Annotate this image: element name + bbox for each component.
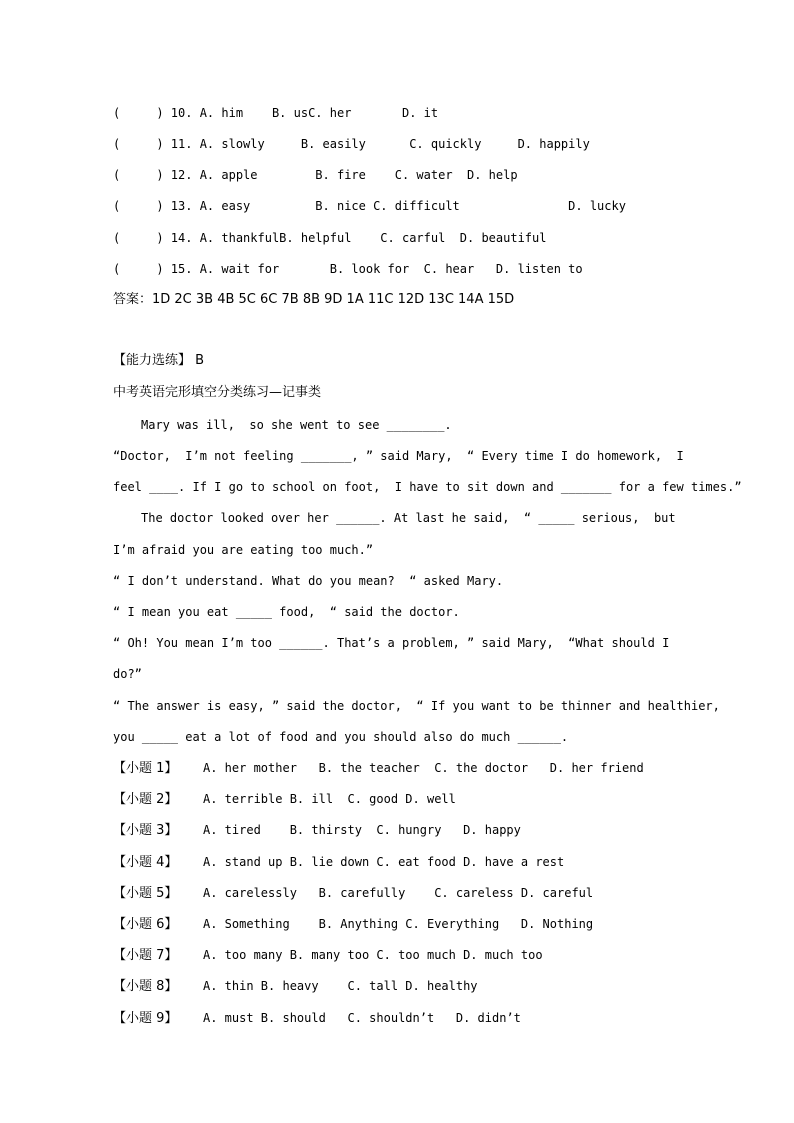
sub-question-options: A. tired B. thirsty C. hungry D. happy: [203, 823, 521, 837]
question-11: ( ) 11. A. slowly B. easily C. quickly D. happily: [113, 137, 590, 151]
sub-question-1: [113, 760, 644, 777]
sub-question-label: 【小题 3】: [113, 823, 178, 838]
passage-line: feel ____. If I go to school on foot, I have to sit down and _______ for a few times.”: [113, 480, 742, 494]
question-15: ( ) 15. A. wait for B. look for C. hear D. listen to: [113, 262, 583, 276]
passage-line: Mary was ill, so she went to see ________.: [141, 418, 452, 432]
sub-question-options: A. too many B. many too C. too much D. much too: [203, 948, 543, 962]
sub-question-label: 【小题 4】: [113, 855, 178, 870]
sub-question-label: 【小题 8】: [113, 979, 178, 994]
sub-question-5: [113, 885, 593, 902]
sub-question-label: 【小题 6】: [113, 917, 178, 932]
question-14: ( ) 14. A. thankfulB. helpful C. carful D. beautiful: [113, 231, 547, 245]
passage-line: you _____ eat a lot of food and you should also do much ______.: [113, 730, 569, 744]
sub-question-options: A. must B. should C. shouldn’t D. didn’t: [203, 1011, 521, 1025]
sub-question-3: [113, 822, 521, 839]
sub-question-options: A. thin B. heavy C. tall D. healthy: [203, 979, 478, 993]
sub-question-label: 【小题 2】: [113, 792, 178, 807]
sub-question-options: A. Something B. Anything C. Everything D. Nothing: [203, 917, 594, 931]
passage-line: “ The answer is easy, ” said the doctor, “ If you want to be thinner and healthier,: [113, 699, 720, 713]
passage-line: I’m afraid you are eating too much.”: [113, 543, 374, 557]
question-12: ( ) 12. A. apple B. fire C. water D. help: [113, 168, 518, 182]
question-13: ( ) 13. A. easy B. nice C. difficult D. lucky: [113, 199, 626, 213]
sub-question-6: [113, 916, 593, 933]
sub-question-options: A. her mother B. the teacher C. the doctor D. her friend: [203, 761, 644, 775]
sub-question-label: 【小题 5】: [113, 886, 178, 901]
sub-question-label: 【小题 1】: [113, 761, 178, 776]
passage-line: “ I mean you eat _____ food, “ said the doctor.: [113, 605, 460, 619]
passage-line: “Doctor, I’m not feeling _______, ” said Mary, “ Every time I do homework, I: [113, 449, 684, 463]
section-title: 中考英语完形填空分类练习—记事类: [113, 385, 322, 400]
sub-question-options: A. terrible B. ill C. good D. well: [203, 792, 456, 806]
section-heading: 【能力选练】 B: [113, 353, 205, 368]
passage-line: “ I don’t understand. What do you mean? “ asked Mary.: [113, 574, 504, 588]
sub-question-options: A. carelessly B. carefully C. careless D. careful: [203, 886, 594, 900]
sub-question-4: [113, 854, 564, 871]
passage-line: The doctor looked over her ______. At last he said, “ _____ serious, but: [141, 511, 676, 525]
sub-question-7: [113, 947, 543, 964]
sub-question-8: [113, 978, 478, 995]
sub-question-label: 【小题 9】: [113, 1011, 178, 1026]
sub-question-9: [113, 1010, 521, 1027]
sub-question-2: [113, 791, 456, 808]
passage-line: “ Oh! You mean I’m too ______. That’s a problem, ” said Mary, “What should I: [113, 636, 670, 650]
question-10: ( ) 10. A. him B. usC. her D. it: [113, 106, 439, 120]
sub-question-label: 【小题 7】: [113, 948, 178, 963]
answer-key: 答案：1D 2C 3B 4B 5C 6C 7B 8B 9D 1A 11C 12D 13C 14A 15D: [113, 292, 515, 307]
passage-line: do?”: [113, 667, 142, 681]
sub-question-options: A. stand up B. lie down C. eat food D. have a rest: [203, 855, 565, 869]
